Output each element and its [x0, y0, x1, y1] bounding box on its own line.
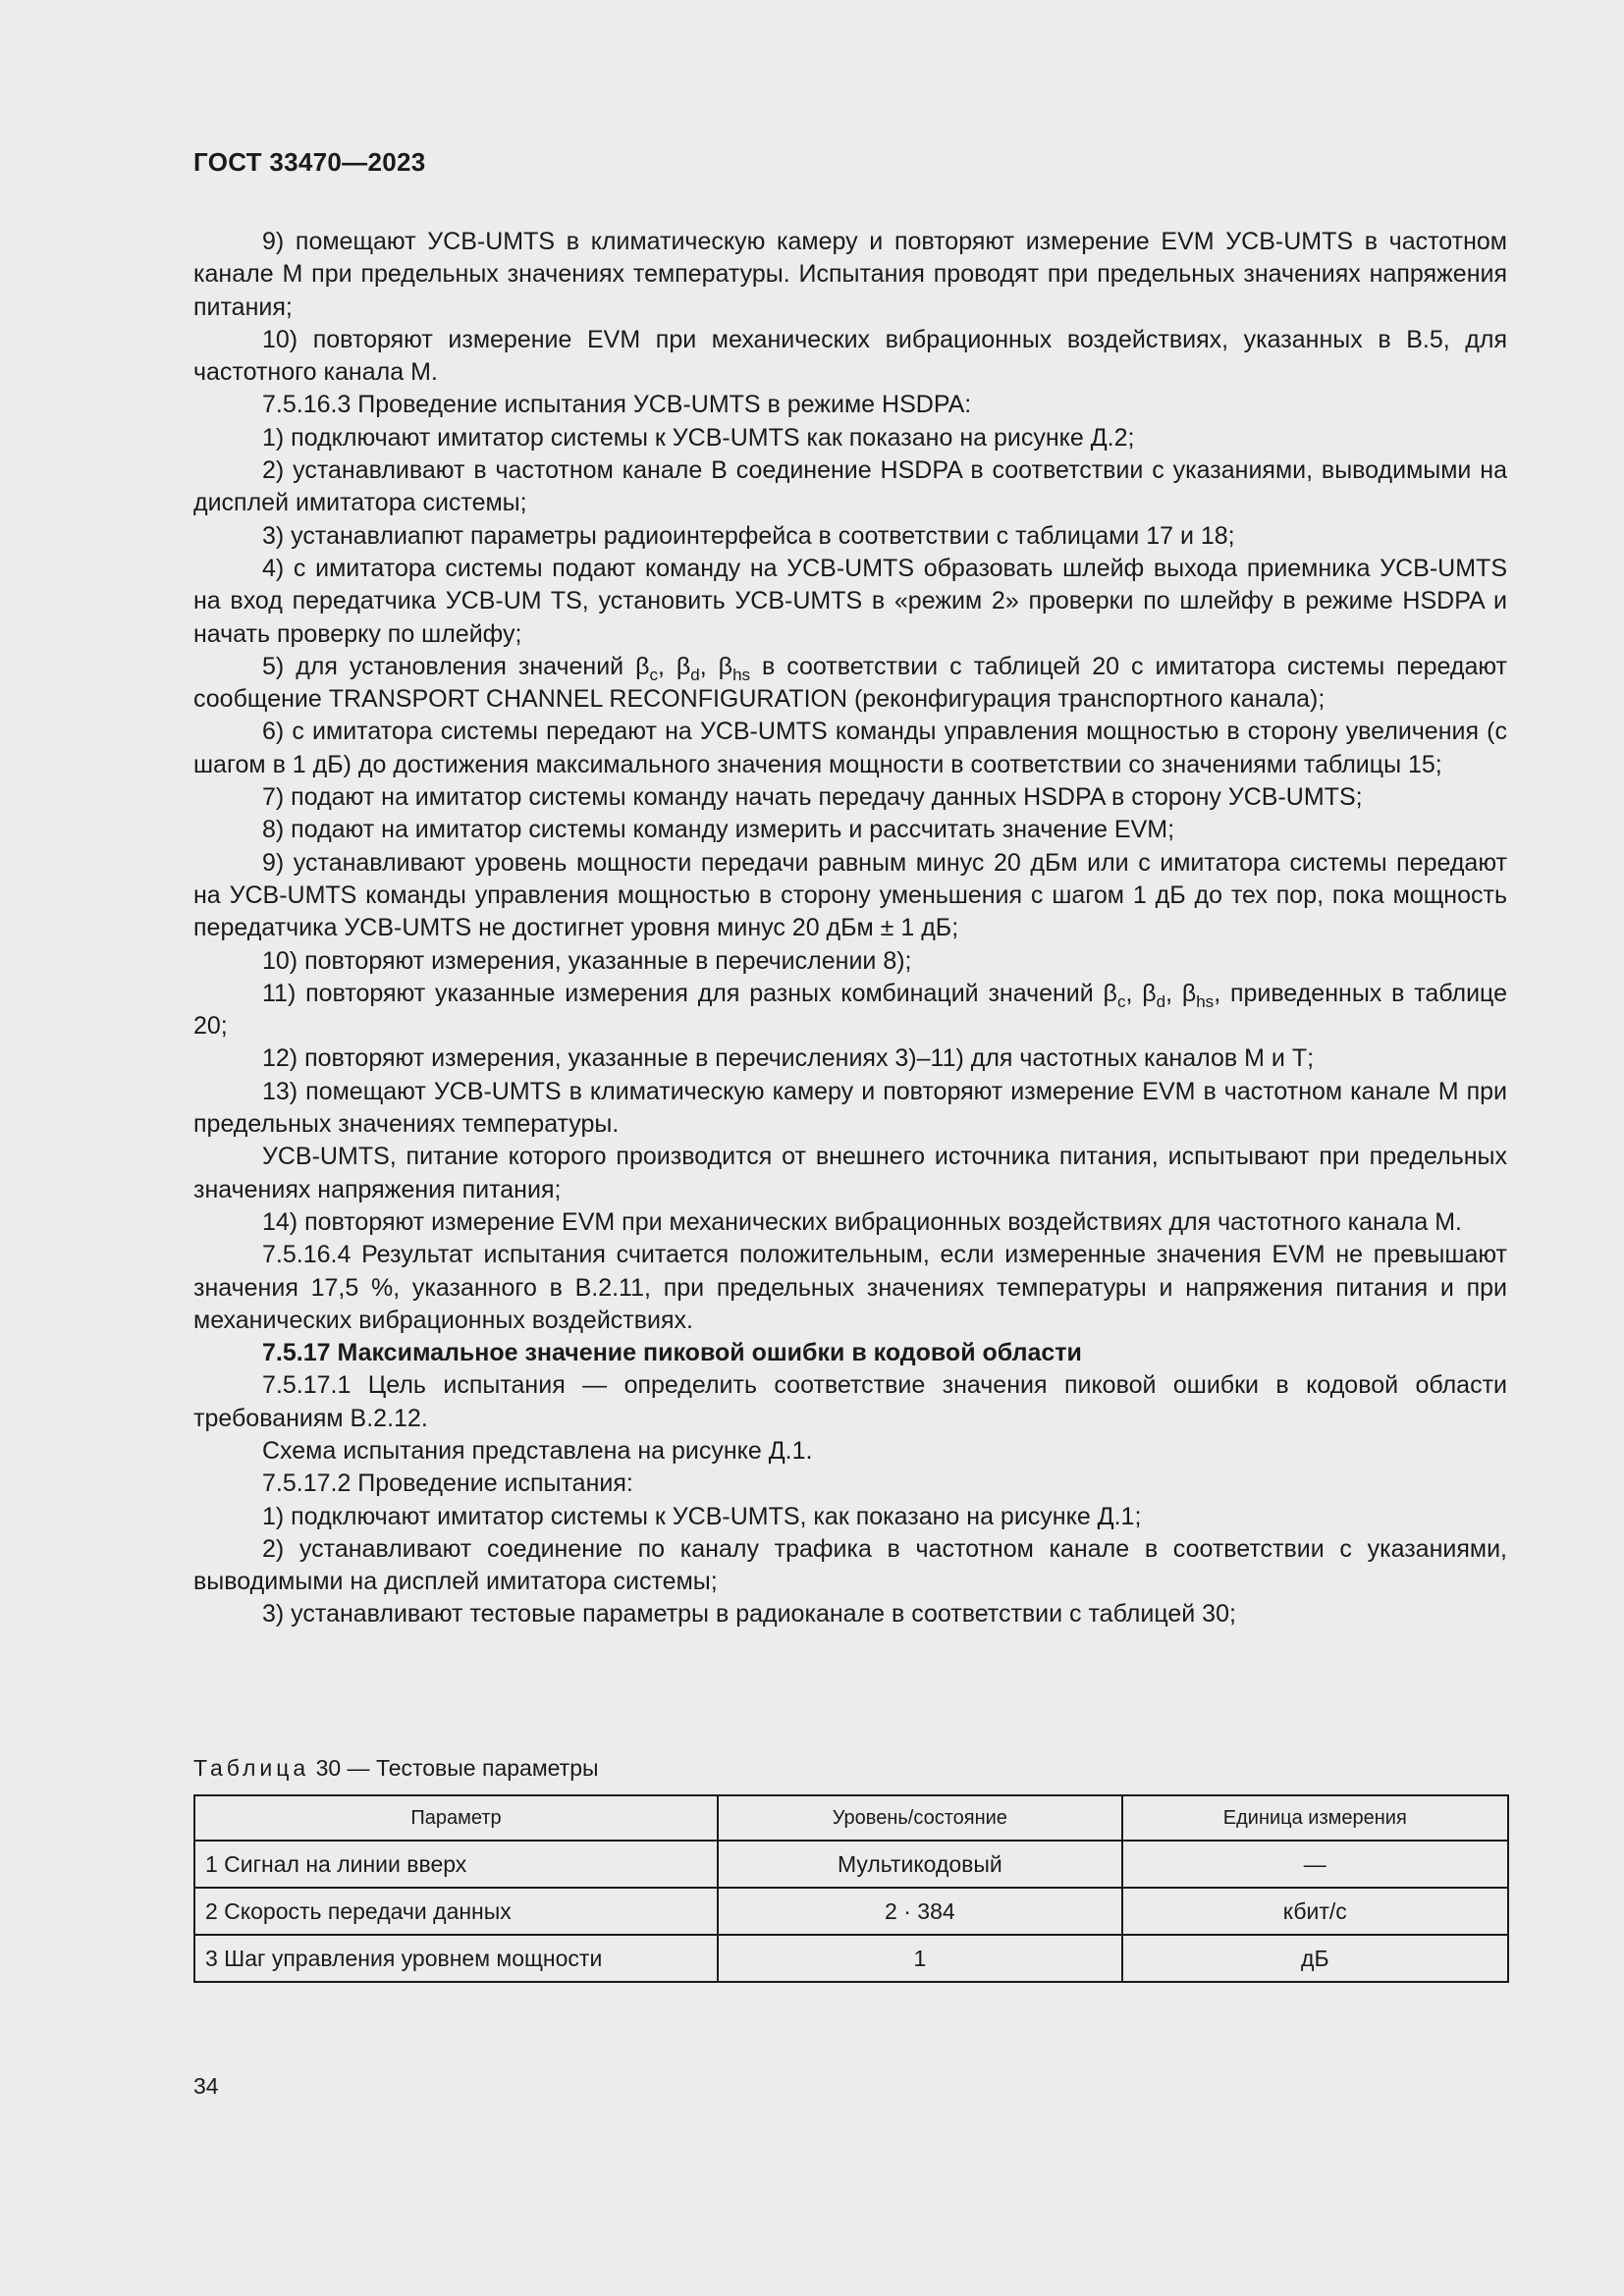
paragraph: 9) помещают УСВ-UMTS в климатическую камеру и повторяют измерение EVM УСВ-UMTS в частотном канале М при предельных значениях температуры. Испытания проводят при предельных значениях напряжения питания;: [193, 228, 1507, 321]
table-row: [194, 1841, 1508, 1888]
paragraph: 10) повторяют измерение EVM при механических вибрационных воздействиях, указанных в В.5, для частотного канала М.: [193, 325, 1507, 387]
paragraph: 11) повторяют указанные измерения для разных комбинаций значений $\beta_c$, $\beta_d$, $\beta_{hs}$, приведенных в таблице 20;: [193, 979, 1507, 1041]
paragraph: 10) повторяют измерения, указанные в перечислении 8);: [262, 946, 912, 975]
page-number: 34: [193, 2073, 219, 2099]
cell-level: 2 · 384: [718, 1888, 1121, 1935]
paragraph: 13) помещают УСВ-UMTS в климатическую камеру и повторяют измерение EVM в частотном канале М при предельных значениях температуры.: [193, 1077, 1507, 1139]
paragraph: 6) с имитатора системы передают на УСВ-UMTS команды управления мощностью в сторону увеличения (с шагом в 1 дБ) до достижения максимального значения мощности в соответствии со значениями таблицы 15;: [193, 718, 1507, 778]
paragraph: 7.5.17.2 Проведение испытания:: [262, 1469, 633, 1498]
table-caption: [193, 1755, 599, 1782]
cell-level: Мультикодовый: [718, 1841, 1121, 1888]
document-header: ГОСТ 33470—2023: [193, 147, 426, 177]
paragraph: 7.5.17.1 Цель испытания — определить соответствие значения пиковой ошибки в кодовой области требованиям В.2.12.: [193, 1371, 1507, 1432]
paragraph: 4) с имитатора системы подают команду на УСВ-UMTS образовать шлейф выхода приемника УСВ-UMTS на вход передатчика УСВ-UM TS, установить УСВ-UMTS в «режим 2» проверки по шлейфу в режиме HSDPA и начать проверку по шлейфу;: [193, 554, 1507, 648]
cell-unit: дБ: [1122, 1935, 1508, 1982]
cell-parameter: 2 Скорость передачи данных: [194, 1888, 718, 1935]
paragraph: 9) устанавливают уровень мощности передачи равным минус 20 дБм или с имитатора системы передают на УСВ-UMTS команды управления мощностью в сторону уменьшения с шагом 1 дБ до тех пор, пока мощность передатчика УСВ-UMTS не достигнет уровня минус 20 дБм ± 1 дБ;: [193, 848, 1507, 942]
paragraph: 1) подключают имитатор системы к УСВ-UMTS, как показано на рисунке Д.1;: [262, 1502, 1142, 1530]
section-heading: 7.5.17 Максимальное значение пиковой ошибки в кодовой области: [262, 1339, 1082, 1367]
paragraph: 2) устанавливают соединение по каналу трафика в частотном канале в соответствии с указаниями, выводимыми на дисплей имитатора системы;: [193, 1534, 1507, 1596]
cell-unit: кбит/с: [1122, 1888, 1508, 1935]
cell-level: 1: [718, 1935, 1121, 1982]
paragraph: 1) подключают имитатор системы к УСВ-UMTS как показано на рисунке Д.2;: [262, 423, 1135, 452]
header-unit: Единица измерения: [1122, 1795, 1508, 1841]
paragraph: 7.5.16.4 Результат испытания считается положительным, если измеренные значения EVM не превышают значения 17,5 %, указанного в В.2.11, при предельных значениях температуры и напряжения питания и при механических вибрационных воздействиях.: [193, 1241, 1507, 1334]
cell-unit: —: [1122, 1841, 1508, 1888]
table-row: [194, 1935, 1508, 1982]
paragraph: 3) устанавливают тестовые параметры в радиоканале в соответствии с таблицей 30;: [262, 1600, 1236, 1629]
parameters-table: [193, 1794, 1509, 1983]
paragraph: 7.5.16.3 Проведение испытания УСВ-UMTS в режиме HSDPA:: [262, 391, 972, 419]
paragraph: Схема испытания представлена на рисунке Д.1.: [262, 1436, 813, 1465]
table-caption-title: 30 — Тестовые параметры: [315, 1755, 599, 1781]
paragraph: 5) для установления значений $\beta_c$, $\beta_d$, $\beta_{hs}$ в соответствии с таблицей 20 с имитатора системы передают сообщение TRANSPORT CHANNEL RECONFIGURATION (реконфигурация транспортного канала);: [193, 652, 1507, 714]
table-row: [194, 1888, 1508, 1935]
paragraph: 2) устанавливают в частотном канале В соединение HSDPA в соответствии с указаниями, выводимыми на дисплей имитатора системы;: [193, 456, 1507, 517]
body-text: [193, 226, 1507, 1631]
paragraph: 7) подают на имитатор системы команду начать передачу данных HSDPA в сторону УСВ-UMTS;: [262, 783, 1363, 812]
paragraph: 8) подают на имитатор системы команду измерить и рассчитать значение EVM;: [262, 816, 1175, 844]
cell-parameter: 1 Сигнал на линии вверх: [194, 1841, 718, 1888]
table-caption-word: Таблица: [193, 1755, 310, 1781]
paragraph: 12) повторяют измерения, указанные в перечислениях 3)–11) для частотных каналов М и Т;: [262, 1044, 1315, 1073]
header-parameter: Параметр: [194, 1795, 718, 1841]
table-header-row: [194, 1795, 1508, 1841]
cell-parameter: 3 Шаг управления уровнем мощности: [194, 1935, 718, 1982]
paragraph: 14) повторяют измерение EVM при механических вибрационных воздействиях для частотного канала М.: [262, 1207, 1462, 1236]
paragraph: 3) устанавлиапют параметры радиоинтерфейса в соответствии с таблицами 17 и 18;: [262, 521, 1235, 550]
header-level: Уровень/состояние: [718, 1795, 1121, 1841]
paragraph: УСВ-UMTS, питание которого производится от внешнего источника питания, испытывают при предельных значениях напряжения питания;: [193, 1143, 1507, 1203]
